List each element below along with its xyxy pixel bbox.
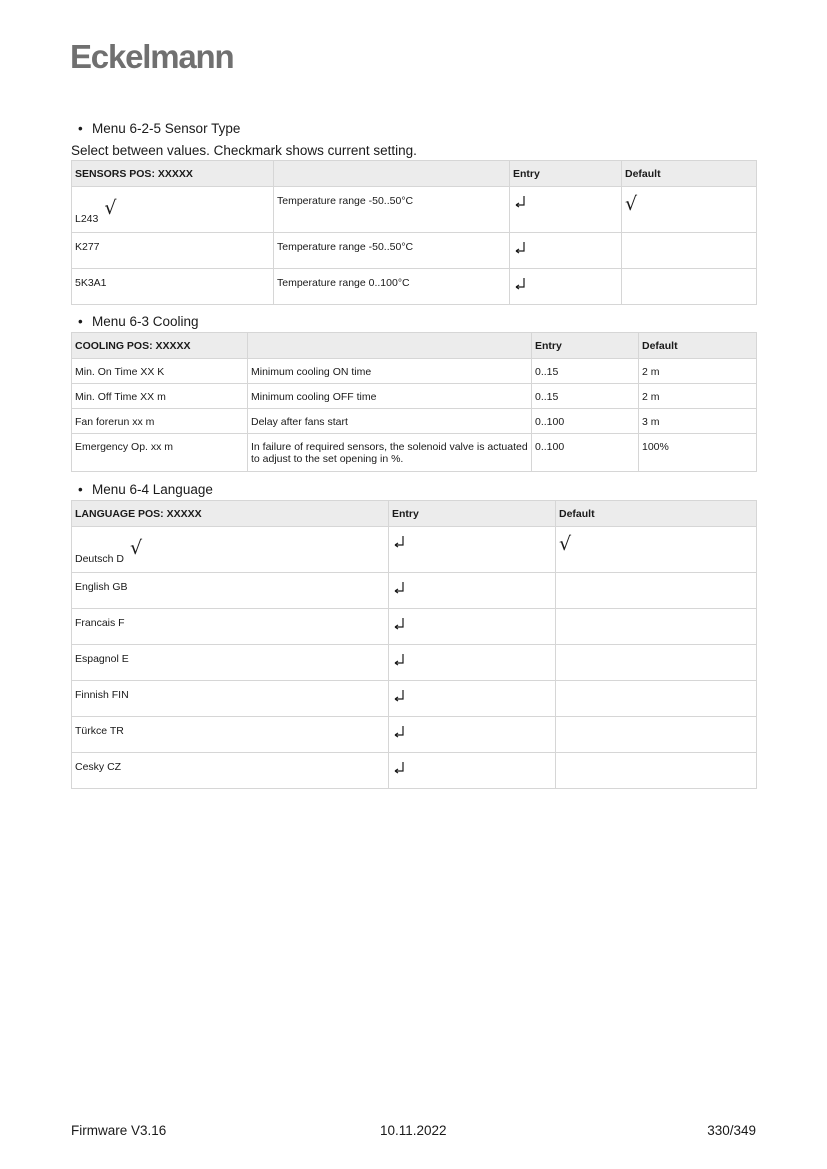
enter-return-icon	[513, 277, 527, 291]
footer-date: 10.11.2022	[380, 1123, 447, 1138]
cooling-desc-cell: Minimum cooling OFF time	[248, 384, 532, 409]
bullet: •	[78, 482, 83, 497]
entry-cell	[389, 681, 556, 717]
enter-return-icon	[392, 581, 406, 595]
language-name-cell	[72, 717, 389, 753]
default-cell	[622, 233, 757, 269]
language-name: Espagnol E	[75, 653, 129, 665]
table-row	[72, 384, 757, 409]
cooling-desc-cell: Delay after fans start	[248, 409, 532, 434]
table-row	[72, 645, 757, 681]
default-cell	[556, 645, 757, 681]
enter-return-icon	[513, 241, 527, 255]
cooling-default-cell: 3 m	[639, 409, 757, 434]
entry-cell	[389, 527, 556, 573]
section-heading-sensor-type	[78, 121, 240, 136]
footer-firmware: Firmware V3.16	[71, 1123, 167, 1138]
column-header: Default	[556, 501, 757, 527]
checkmark-icon: √	[625, 193, 638, 215]
section-heading-cooling	[78, 314, 199, 329]
cooling-name-cell: Min. On Time XX K	[72, 359, 248, 384]
cooling-default-cell: 2 m	[639, 384, 757, 409]
table-header-row	[72, 161, 757, 187]
entry-cell	[389, 609, 556, 645]
default-cell	[556, 609, 757, 645]
footer-page-number: 330/349	[707, 1123, 756, 1138]
section-title: Menu 6-2-5 Sensor Type	[92, 121, 241, 136]
column-header: Entry	[532, 333, 639, 359]
default-cell	[622, 187, 757, 233]
cooling-entry-cell: 0..15	[532, 359, 639, 384]
language-name: Finnish FIN	[75, 689, 129, 701]
cooling-table	[71, 332, 757, 472]
sensor-name-cell	[72, 233, 274, 269]
entry-cell	[389, 753, 556, 789]
default-cell	[556, 717, 757, 753]
language-name: Francais F	[75, 617, 125, 629]
section-title: Menu 6-4 Language	[92, 482, 213, 497]
enter-return-icon	[392, 725, 406, 739]
table-row	[72, 753, 757, 789]
enter-return-icon	[392, 689, 406, 703]
sensor-type-table	[71, 160, 757, 305]
language-name: Deutsch D	[75, 553, 125, 565]
cooling-name-cell: Fan forerun xx m	[72, 409, 248, 434]
cooling-desc-cell: In failure of required sensors, the solenoid valve is actuated to adjust to the set opening in %.	[248, 434, 532, 472]
cooling-name-cell: Emergency Op. xx m	[72, 434, 248, 472]
table-row	[72, 233, 757, 269]
language-name: Cesky CZ	[75, 761, 122, 773]
default-cell	[556, 527, 757, 573]
column-header	[248, 333, 532, 359]
entry-cell	[510, 187, 622, 233]
table-row	[72, 681, 757, 717]
entry-cell	[510, 233, 622, 269]
cooling-name-cell: Min. Off Time XX m	[72, 384, 248, 409]
enter-return-icon	[392, 653, 406, 667]
column-header: Default	[622, 161, 757, 187]
table-header-row	[72, 333, 757, 359]
checkmark-icon: √	[104, 197, 117, 219]
bullet: •	[78, 121, 83, 136]
sensor-name-cell	[72, 187, 274, 233]
enter-return-icon	[513, 195, 527, 209]
column-header: SENSORS POS: XXXXX	[72, 161, 274, 187]
section-title: Menu 6-3 Cooling	[92, 314, 199, 329]
cooling-entry-cell: 0..100	[532, 409, 639, 434]
column-header: COOLING POS: XXXXX	[72, 333, 248, 359]
column-header	[274, 161, 510, 187]
section-heading-language	[78, 482, 213, 497]
entry-cell	[510, 269, 622, 305]
language-name-cell	[72, 573, 389, 609]
language-name-cell	[72, 753, 389, 789]
sensor-name-cell	[72, 269, 274, 305]
checkmark-icon: √	[559, 533, 572, 555]
table-row	[72, 359, 757, 384]
sensor-name: L243	[75, 213, 99, 225]
language-name-cell	[72, 527, 389, 573]
default-cell	[556, 753, 757, 789]
table-row	[72, 269, 757, 305]
language-name-cell	[72, 609, 389, 645]
table-row	[72, 187, 757, 233]
default-cell	[556, 681, 757, 717]
company-logo: Eckelmann	[70, 38, 234, 75]
default-cell	[556, 573, 757, 609]
cooling-entry-cell: 0..15	[532, 384, 639, 409]
entry-cell	[389, 717, 556, 753]
cooling-default-cell: 100%	[639, 434, 757, 472]
enter-return-icon	[392, 761, 406, 775]
language-name: Türkce TR	[75, 725, 124, 737]
sensor-description-cell: Temperature range 0..100°C	[274, 269, 510, 305]
table-row	[72, 717, 757, 753]
table-header-row	[72, 501, 757, 527]
language-table	[71, 500, 757, 789]
cooling-desc-cell: Minimum cooling ON time	[248, 359, 532, 384]
bullet: •	[78, 314, 83, 329]
table-row	[72, 409, 757, 434]
language-name-cell	[72, 681, 389, 717]
sensor-name: K277	[75, 241, 100, 253]
checkmark-icon: √	[130, 537, 143, 559]
table-row	[72, 434, 757, 472]
sensor-name: 5K3A1	[75, 277, 107, 289]
cooling-default-cell: 2 m	[639, 359, 757, 384]
language-name: English GB	[75, 581, 128, 593]
column-header: Entry	[510, 161, 622, 187]
table-row	[72, 609, 757, 645]
table-row	[72, 573, 757, 609]
enter-return-icon	[392, 617, 406, 631]
column-header: LANGUAGE POS: XXXXX	[72, 501, 389, 527]
language-name-cell	[72, 645, 389, 681]
column-header: Entry	[389, 501, 556, 527]
default-cell	[622, 269, 757, 305]
sensor-description-cell: Temperature range -50..50°C	[274, 233, 510, 269]
cooling-entry-cell: 0..100	[532, 434, 639, 472]
table-row	[72, 527, 757, 573]
column-header: Default	[639, 333, 757, 359]
entry-cell	[389, 573, 556, 609]
sensor-description-cell: Temperature range -50..50°C	[274, 187, 510, 233]
sensor-intro-text: Select between values. Checkmark shows current setting.	[71, 143, 417, 158]
enter-return-icon	[392, 535, 406, 549]
entry-cell	[389, 645, 556, 681]
